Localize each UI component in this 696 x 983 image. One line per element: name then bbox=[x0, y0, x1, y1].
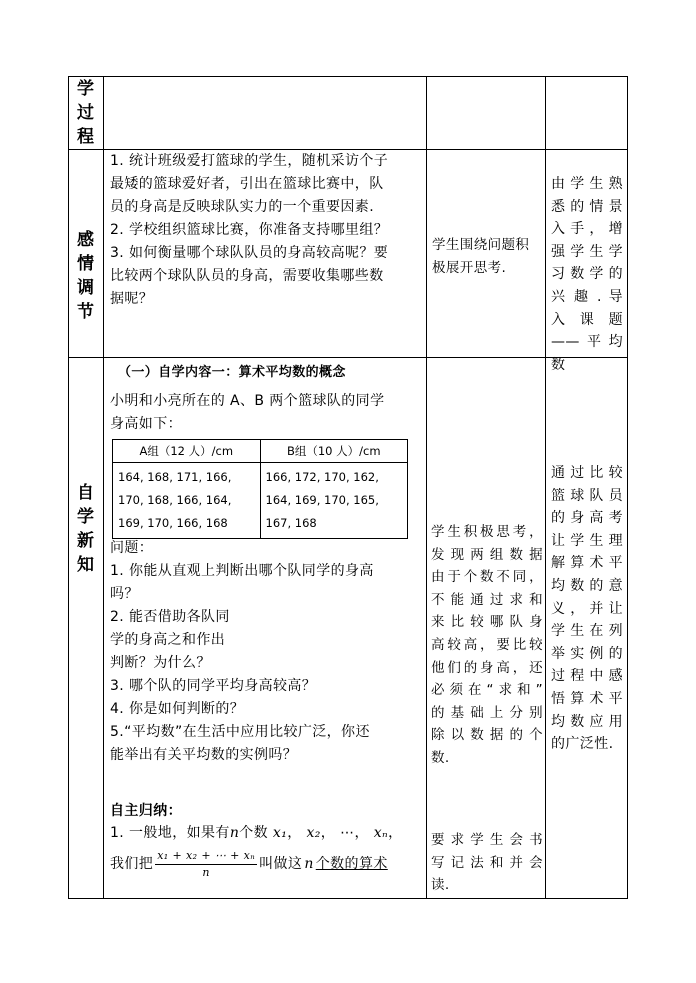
emotion-content: 1. 统计班级爱打篮球的学生，随机采访个子 最矮的篮球爱好者，引出在篮球比赛中，队 员的身高是反映球队实力的一个重要因素. 2. 学校组织篮球比赛，你准备支持哪里组？ 3. 如何衡量哪个球队队员的身高较高呢？要 比较两个球队队员的身高，需要收集哪些数 据呢？ bbox=[110, 153, 389, 307]
self-study-student-activity: 学生积极思考， 发现两组数据 由于个数不同， 不能通过求和 来比较哪队身 高较高，要比较 他们的身高，还 必须在“求和” 的基础上分别 除以数据的个 数. bbox=[431, 524, 543, 766]
section-heading: （一）自学内容一：算术平均数的概念 bbox=[118, 365, 346, 380]
row-label-process: 学 过 程 bbox=[77, 79, 94, 147]
row-label-emotion: 感 情 调 节 bbox=[77, 230, 94, 322]
intro-text: 小明和小亮所在的 A、B 两个篮球队的同学 身高如下： bbox=[110, 393, 385, 432]
self-study-design-intent: 通过比较 篮球队员 的身高考 让学生理 解算术平 均数的意 义，并让 学生在列 举实例的 过程中感 悟算术平 均数应用 的广泛性. bbox=[551, 465, 623, 753]
row-label-self-study: 自 学 新 知 bbox=[77, 483, 94, 575]
emotion-design-intent: 由学生熟 悉的情景 入手，增 强学生学 习数学的 兴 趣 . 导 入 课 题 ——平均 数 bbox=[551, 176, 623, 373]
column-divider bbox=[426, 76, 427, 898]
column-divider bbox=[545, 76, 546, 898]
emotion-student-activity: 学生围绕问题积 极展开思考. bbox=[432, 237, 530, 276]
self-study-student-activity-2: 要求学生会书 写记法和并会 读. bbox=[431, 832, 543, 894]
table-header-a: A组（12 人）/cm bbox=[113, 440, 261, 463]
row-divider bbox=[68, 357, 627, 358]
team-b-heights: 166, 172, 170, 162, 164, 169, 170, 165, 167, 168 bbox=[260, 463, 408, 539]
height-data-table bbox=[112, 439, 408, 539]
question-list: 问题： 1. 你能从直观上判断出哪个队同学的身高 吗？ 2. 能否借助各队同 学的身高之和作出 判断？为什么？ 3. 哪个队的同学平均身高较高？ 4. 你是如何判断的？ 5.“平均数”在生活中应用比较广泛，你还 能举出有关平均数的实例吗？ bbox=[110, 540, 374, 763]
summary-title: 自主归纳： bbox=[110, 803, 182, 819]
mean-formula: $\frac{\text{x₁ + x₂ + ⋯ + xₙ}}{n}$ bbox=[157, 849, 256, 879]
definition-line-2: 我们把 $\frac{\text{x₁ + x₂ + ⋯ + xₙ}}{n}$ 叫做这 n 个数的算术 bbox=[110, 849, 388, 879]
team-a-heights: 164, 168, 171, 166, 170, 168, 166, 164, 169, 170, 166, 168 bbox=[113, 463, 261, 539]
column-divider bbox=[103, 76, 104, 898]
definition-line-1: 1. 一般地，如果有n个数 x₁， x₂， ⋯， xₙ， bbox=[110, 825, 403, 841]
table-header-b: B组（10 人）/cm bbox=[260, 440, 408, 463]
